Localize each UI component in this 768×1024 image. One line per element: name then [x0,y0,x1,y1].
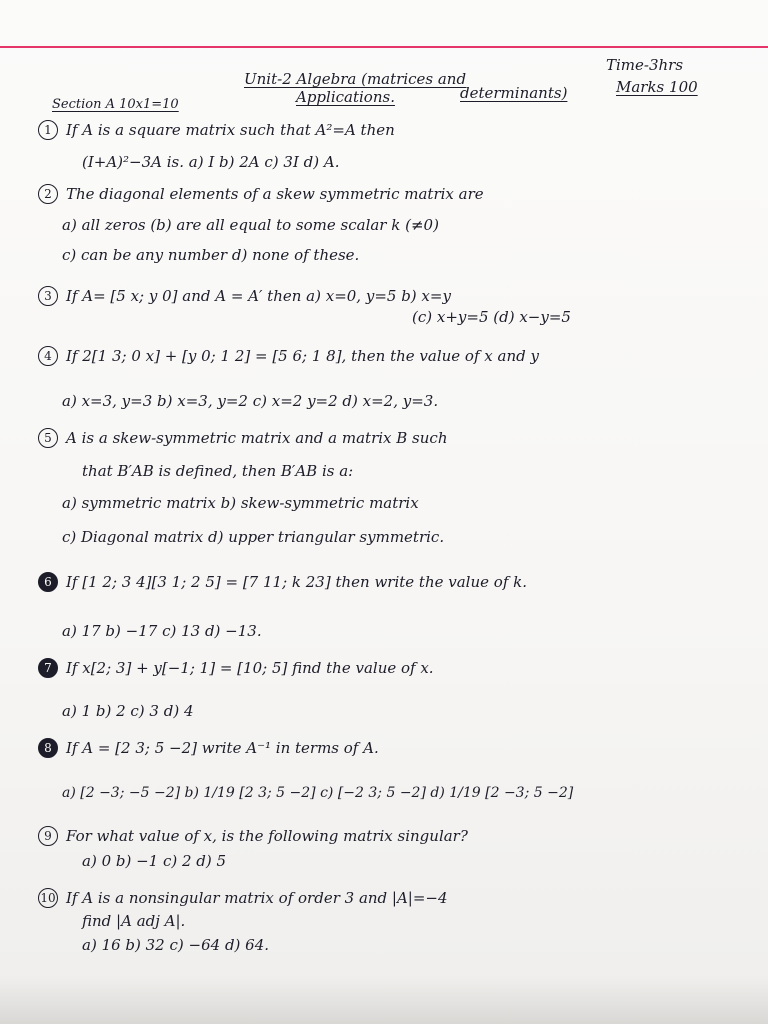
question-5 [38,428,447,448]
question-text: The diagonal elements of a skew symmetric matrix are [66,185,484,203]
header-time: Time-3hrs [606,56,684,74]
question-5-line2: that B′AB is defined, then B′AB is a: [82,462,354,480]
question-number: 7 [38,658,58,678]
question-1 [38,120,395,140]
question-text: If A = [2 3; 5 −2] write A⁻¹ in terms of A. [66,739,379,757]
question-3-options: (c) x+y=5 (d) x−y=5 [412,308,571,326]
question-10-line2: find |A adj A|. [82,912,186,930]
question-10 [38,888,448,908]
question-9 [38,826,468,846]
question-3 [38,286,451,306]
question-2 [38,184,484,204]
question-6 [38,572,527,592]
question-7 [38,658,434,678]
question-1-options: (I+A)²−3A is. a) I b) 2A c) 3I d) A. [82,153,340,171]
question-number: 3 [38,286,58,306]
question-6-options: a) 17 b) −17 c) 13 d) −13. [62,622,262,640]
question-number: 10 [38,888,58,908]
question-number: 1 [38,120,58,140]
question-text: For what value of x, is the following matrix singular? [66,827,468,845]
question-8-options: a) [2 −3; −5 −2] b) 1/19 [2 3; 5 −2] c) [−2 3; 5 −2] d) 1/19 [2 −3; 5 −2] [62,785,574,801]
question-9-options: a) 0 b) −1 c) 2 d) 5 [82,852,227,870]
question-number: 5 [38,428,58,448]
question-text: If x[2; 3] + y[−1; 1] = [10; 5] find the value of x. [66,659,434,677]
question-2-options-c: c) can be any number d) none of these. [62,246,360,264]
question-number: 2 [38,184,58,204]
question-10-options: a) 16 b) 32 c) −64 d) 64. [82,936,270,954]
header-section: Section A 10x1=10 [52,97,179,112]
header-title-line2: Applications. [296,88,395,106]
question-4-options: a) x=3, y=3 b) x=3, y=2 c) x=2 y=2 d) x=2, y=3. [62,392,439,410]
question-text: If A is a square matrix such that A²=A then [66,121,395,139]
question-number: 6 [38,572,58,592]
header-marks: Marks 100 [616,78,698,96]
question-text: If A is a nonsingular matrix of order 3 and |A|=−4 [66,889,448,907]
question-8 [38,738,379,758]
question-5-options-c: c) Diagonal matrix d) upper triangular symmetric. [62,528,445,546]
question-2-options-a: a) all zeros (b) are all equal to some scalar k (≠0) [62,216,439,234]
page-top-rule [0,46,768,48]
question-number: 8 [38,738,58,758]
header-title: Unit-2 Algebra (matrices and [244,70,467,88]
question-text: A is a skew-symmetric matrix and a matrix B such [66,429,448,447]
question-text: If 2[1 3; 0 x] + [y 0; 1 2] = [5 6; 1 8], then the value of x and y [66,347,539,365]
question-number: 9 [38,826,58,846]
question-text: If [1 2; 3 4][3 1; 2 5] = [7 11; k 23] then write the value of k. [66,573,527,591]
question-text: If A= [5 x; y 0] and A = A′ then a) x=0, y=5 b) x=y [66,287,451,305]
question-5-options-a: a) symmetric matrix b) skew-symmetric matrix [62,494,419,512]
page-bottom-shadow [0,976,768,1024]
header-title-line3: determinants) [460,84,568,102]
question-4 [38,346,539,366]
question-number: 4 [38,346,58,366]
question-7-options: a) 1 b) 2 c) 3 d) 4 [62,702,194,720]
